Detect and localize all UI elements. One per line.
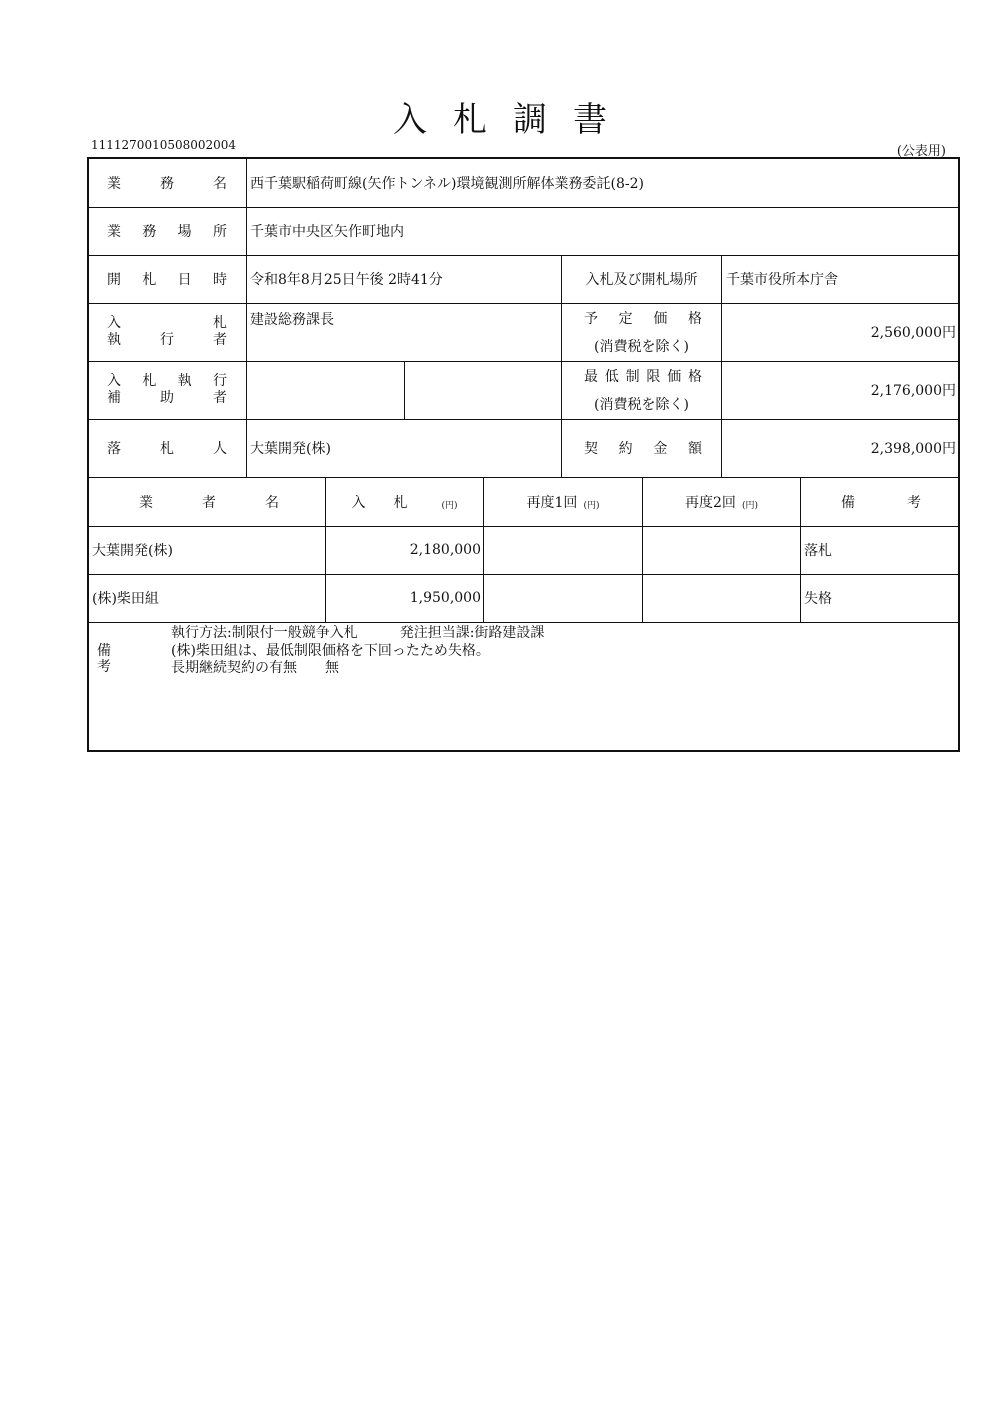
public-label: (公表用) (896, 144, 946, 159)
header-remarks: 備 考 (841, 494, 921, 511)
remarks-label: 備考 (97, 643, 133, 675)
remarks-line2: (株)柴田組は、最低制限価格を下回ったため失格。 (171, 643, 490, 659)
label-gyomu-mei: 業 務 名 (107, 176, 227, 192)
row1-company: 大葉開発(株) (92, 543, 173, 559)
label-shikkosha-line1: 入 札 (107, 315, 227, 331)
label-saitei-kakaku: 最 低 制 限 価 格 (584, 369, 702, 385)
label-yotei-kakaku: 予 定 価 格 (584, 311, 702, 327)
value-shikkosha: 建設総務課長 (250, 312, 334, 328)
value-yotei-kakaku: 2,560,000円 (870, 325, 956, 341)
value-hojosha-2 (409, 361, 557, 419)
document-title: 入札調書 (393, 100, 633, 140)
label-shikkosha-line2: 執 行 者 (107, 332, 227, 348)
document-id: 1111270010508002004 (91, 138, 237, 152)
header-rebid2-unit: (円) (741, 501, 758, 511)
row1-bid: 2,180,000 (409, 542, 481, 558)
row2-rebid1 (487, 574, 637, 622)
value-hojosha-1 (250, 361, 400, 419)
row2-company: (株)柴田組 (92, 591, 159, 607)
remarks-line3: 長期継続契約の有無 無 (171, 660, 339, 676)
row1-remarks: 落札 (804, 543, 832, 559)
value-gyomu-basho: 千葉市中央区矢作町地内 (250, 224, 404, 240)
row1-rebid2 (646, 526, 796, 574)
bid-record-table (87, 157, 960, 752)
label-nyusatsu-place: 入札及び開札場所 (585, 272, 698, 288)
row2-remarks: 失格 (804, 591, 832, 607)
label-gyomu-basho: 業 務 場 所 (107, 224, 227, 240)
label-hojosha-line2: 補 助 者 (107, 390, 227, 406)
value-keiyaku-kingaku: 2,398,000円 (870, 441, 956, 457)
label-hojosha-line1: 入 札 執 行 (107, 373, 227, 389)
header-company: 業 者 名 (139, 494, 279, 511)
value-rakusatsunin: 大葉開発(株) (250, 441, 331, 457)
label-zeinuki-1: (消費税を除く) (594, 339, 689, 355)
value-gyomu-mei: 西千葉駅稲荷町線(矢作トンネル)環境観測所解体業務委託(8-2) (250, 176, 644, 192)
label-keiyaku-kingaku: 契 約 金 額 (584, 441, 702, 457)
value-saitei-kakaku: 2,176,000円 (870, 383, 956, 399)
row2-rebid2 (646, 574, 796, 622)
label-zeinuki-2: (消費税を除く) (594, 397, 689, 413)
header-rebid1: 再度1回 (円) (526, 494, 600, 511)
label-rakusatsunin: 落 札 人 (107, 441, 227, 457)
header-rebid1-unit: (円) (583, 501, 600, 511)
value-kaisatsu-nichiji: 令和8年8月25日午後 2時41分 (250, 272, 443, 288)
header-rebid2: 再度2回 (円) (685, 494, 758, 511)
label-shikkosha (107, 303, 227, 361)
value-nyusatsu-place: 千葉市役所本庁舎 (726, 272, 838, 288)
row2-bid: 1,950,000 (409, 590, 481, 606)
label-kaisatsu-nichiji: 開 札 日 時 (107, 272, 227, 288)
header-bid-unit: (円) (441, 501, 458, 511)
label-hojosha (107, 361, 227, 419)
row1-rebid1 (487, 526, 637, 574)
header-bid: 入札 (円) (351, 494, 458, 511)
remarks-line1: 執行方法:制限付一般競争入札 発注担当課:街路建設課 (171, 625, 545, 641)
